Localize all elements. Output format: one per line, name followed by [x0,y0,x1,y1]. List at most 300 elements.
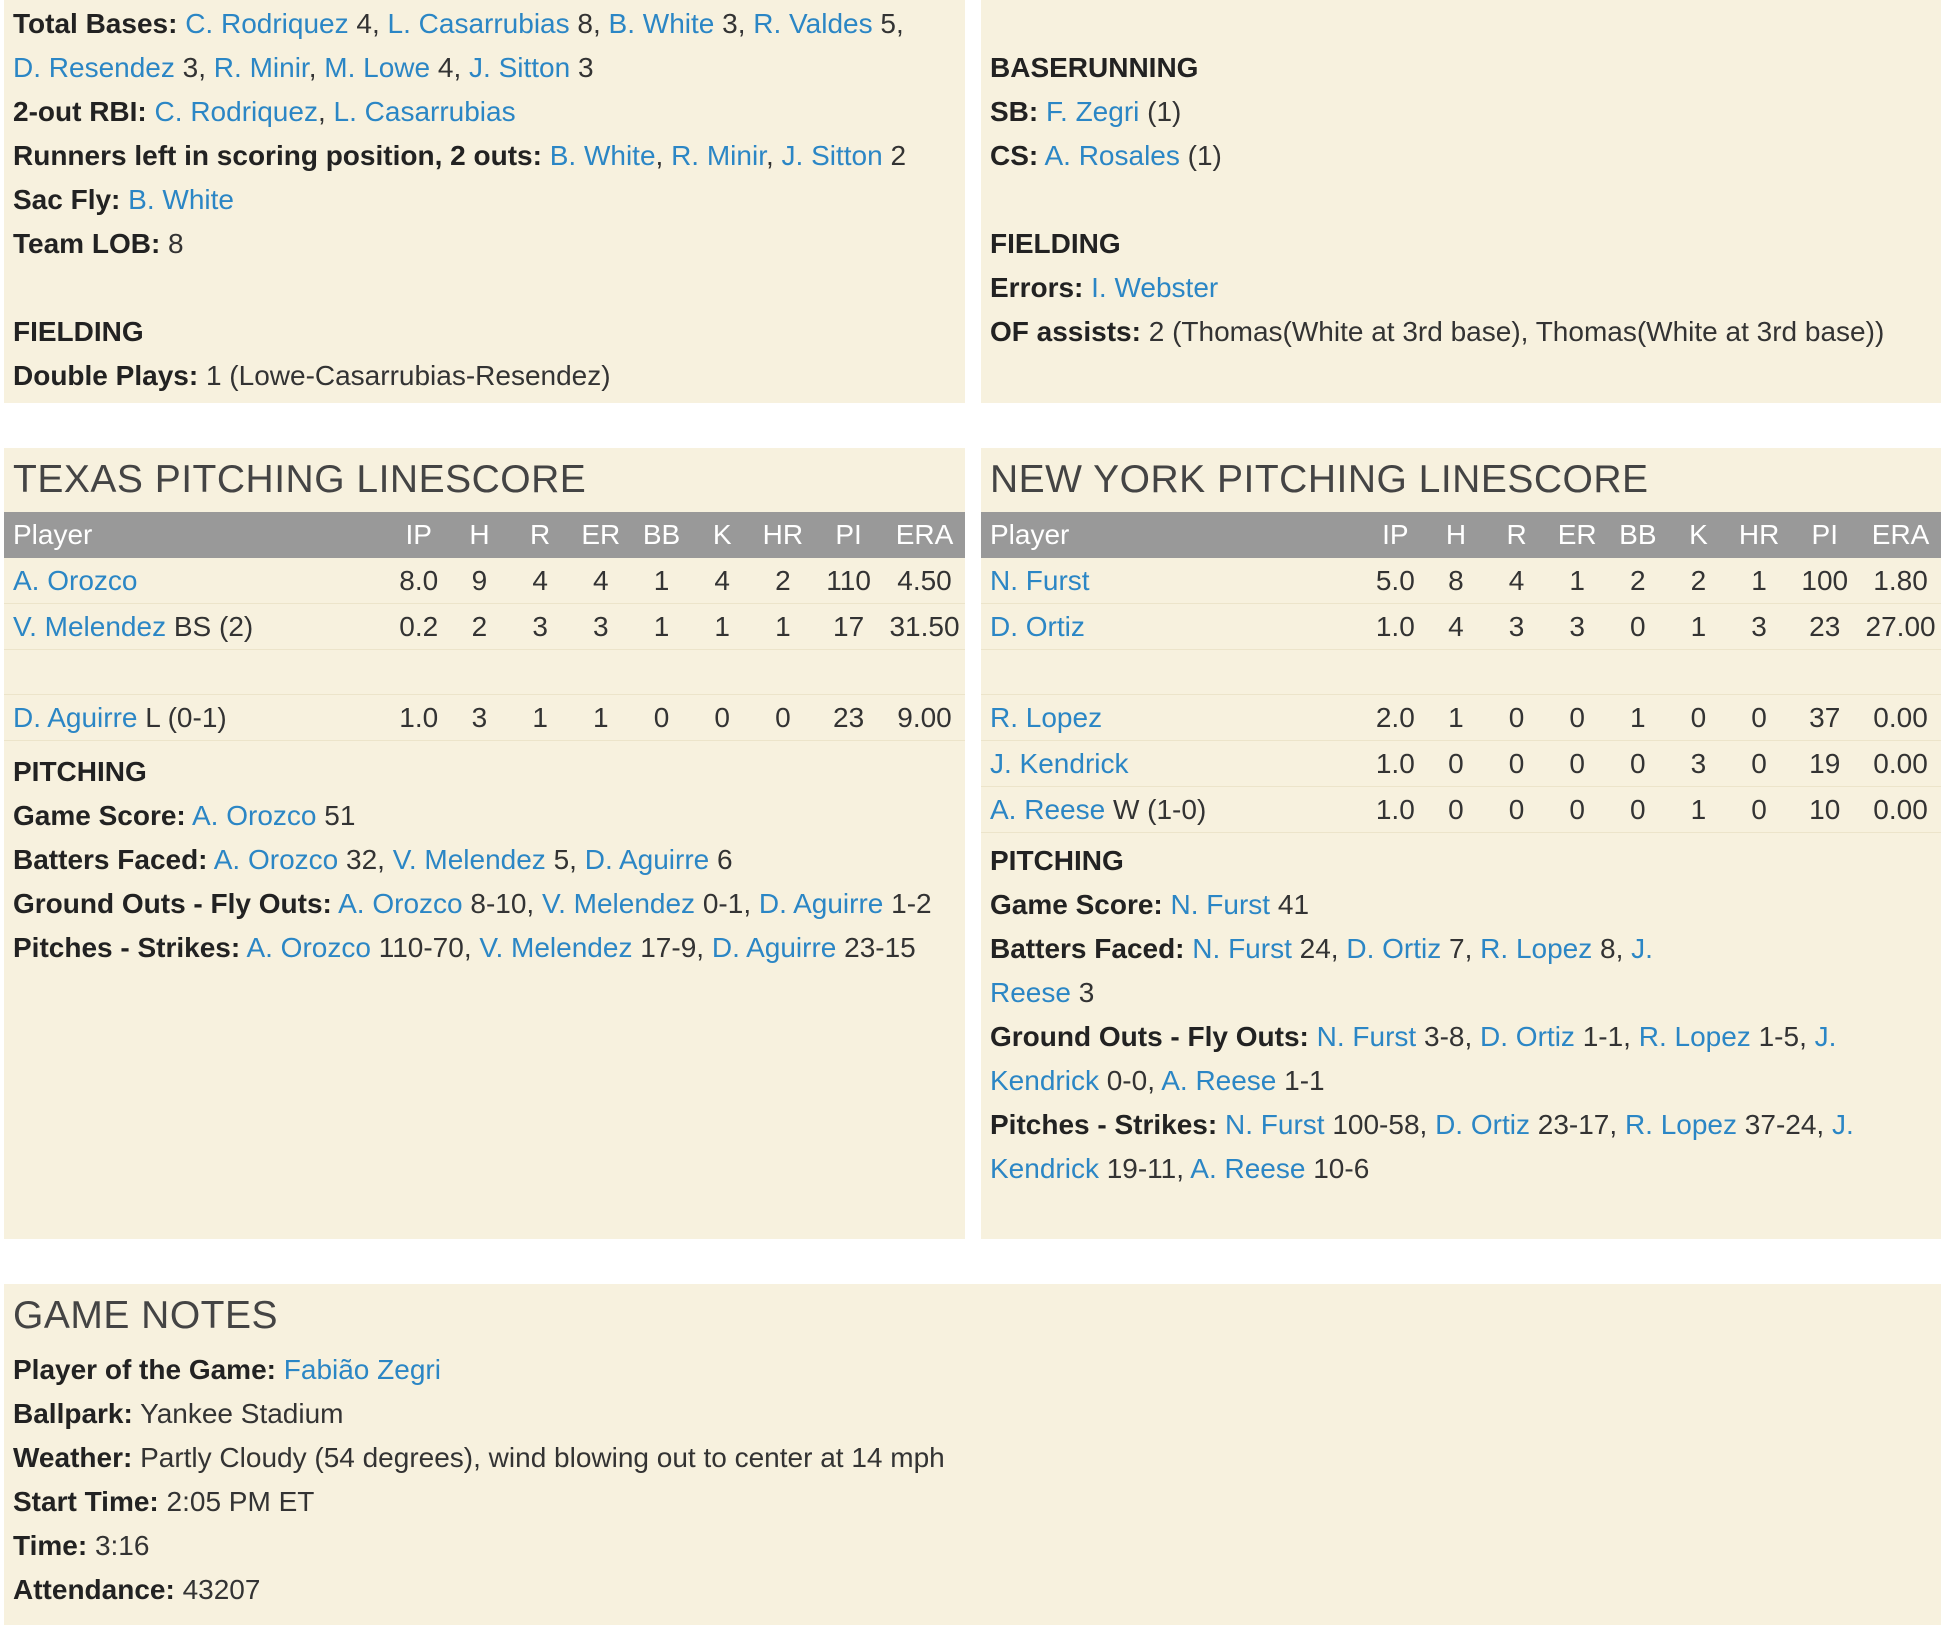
pitches-strikes-line-cont [990,1147,1932,1191]
newyork-pitching-table [981,512,1941,833]
column-header-k: K [692,512,753,558]
separator: , [308,52,325,83]
stat-value: 37-24 [1737,1109,1817,1140]
stat-cell-era: 0.00 [1860,787,1941,833]
player-link[interactable]: A. Orozco [213,844,339,875]
decision-note: W (1-0) [1105,793,1207,825]
attendance-label: Attendance: [13,1574,175,1605]
player-stat-list [338,888,932,919]
batters-faced-label: Batters Faced: [990,933,1185,964]
stat-value: 3 [174,52,199,83]
stat-cell-ip: 1.0 [1365,741,1426,787]
column-header-player: Player [4,512,388,558]
stat-cell-r: 4 [510,558,571,604]
column-header-er: ER [1547,512,1608,558]
double-plays-label: Double Plays: [13,360,199,391]
spacer-row [4,650,965,695]
stat-cell-er: 0 [1547,787,1608,833]
newyork-pitching-panel [981,448,1941,1239]
stat-cell-era: 0.00 [1860,741,1941,787]
stat-cell-bb: 0 [1608,604,1669,650]
stat-value: 8 [1592,933,1616,964]
stat-cell-bb: 0 [631,695,692,741]
stat-cell-pi: 23 [813,695,884,741]
player-link[interactable]: N. Furst [990,564,1090,596]
player-link[interactable]: C. Rodriquez [154,96,318,127]
player-cell [4,604,388,650]
stat-cell-h: 0 [1426,741,1487,787]
stat-cell-er: 3 [1547,604,1608,650]
stat-cell-r: 0 [1486,787,1547,833]
batters-faced-line [13,838,956,882]
two-out-rbi-label: 2-out RBI: [13,96,147,127]
ballpark-value: Yankee Stadium [132,1398,344,1429]
stat-cell-pi: 110 [813,558,884,604]
stat-value: 1-2 [883,888,932,919]
stat-value: 32 [338,844,378,875]
player-stat-list [13,52,594,83]
game-score-line [990,883,1932,927]
player-link[interactable]: Kendrick [990,1153,1099,1184]
table-row [981,558,1941,604]
stat-cell-bb: 0 [1608,787,1669,833]
column-header-er: ER [570,512,631,558]
stat-cell-er: 0 [1547,695,1608,741]
table-row [981,604,1941,650]
stat-cell-bb: 1 [631,604,692,650]
of-assists-value: 2 (Thomas(White at 3rd base), Thomas(White at 3rd base)) [1140,316,1885,347]
player-link[interactable]: B. White [128,184,234,215]
player-link[interactable]: R. Lopez [990,701,1103,733]
player-link[interactable]: D. Aguirre [13,701,138,733]
header-row [981,512,1941,558]
risp-line [13,134,956,178]
spacer-row [981,650,1941,695]
stat-cell-er: 3 [570,604,631,650]
stat-cell-hr: 0 [1729,695,1790,741]
stat-cell-k: 4 [692,558,753,604]
player-cell [981,604,1365,650]
player-stat-list [550,140,906,171]
stat-cell-h: 0 [1426,787,1487,833]
game-score-line [13,794,956,838]
stat-value: 0-1 [695,888,744,919]
player-link[interactable]: B. White [549,140,656,171]
total-bases-line-cont [13,46,956,90]
game-notes-panel [4,1284,1941,1625]
stat-cell-pi: 37 [1789,695,1860,741]
stat-cell-hr: 1 [753,604,814,650]
of-assists-line [990,310,1932,354]
stat-value: 4 [430,52,454,83]
stat-value: 3-8 [1416,1021,1465,1052]
player-link[interactable]: F. Zegri [1046,96,1140,127]
column-header-player: Player [981,512,1365,558]
ballpark-label: Ballpark: [13,1398,133,1429]
game-score-label: Game Score: [13,800,186,831]
player-stat-list [128,184,234,215]
time-line [13,1524,1932,1568]
of-assists-label: OF assists: [990,316,1141,347]
ballpark-line [13,1392,1932,1436]
player-link[interactable]: N. Furst [1170,889,1271,920]
stat-cell-era: 0.00 [1860,695,1941,741]
player-link[interactable]: M. Lowe [324,52,431,83]
table-body [4,558,965,741]
stat-value: 19-11 [1098,1153,1177,1184]
stat-cell-r: 3 [1486,604,1547,650]
separator: , [377,844,393,875]
stat-cell-hr: 3 [1729,604,1790,650]
player-link[interactable]: R. Valdes [753,8,873,39]
attendance-line [13,1568,1932,1612]
player-link[interactable]: V. Melendez [541,888,696,919]
two-out-rbi-line [13,90,956,134]
stat-cell-h: 3 [449,695,510,741]
stat-cell-bb: 2 [1608,558,1669,604]
player-link[interactable]: A. Orozco [338,888,463,919]
stat-value: 5 [545,844,570,875]
column-header-era: ERA [1860,512,1941,558]
sb-label: SB: [990,96,1039,127]
column-header-era: ERA [884,512,965,558]
stat-cell-r: 4 [1486,558,1547,604]
player-link[interactable]: N. Furst [1224,1109,1325,1140]
stat-value: 2 [882,140,907,171]
separator: , [1464,1021,1481,1052]
player-stat-list [990,1153,1369,1184]
table-row [981,741,1941,787]
texas-pitching-title: TEXAS PITCHING LINESCORE [13,458,587,501]
stat-cell-pi: 17 [813,604,884,650]
pitches-strikes-label: Pitches - Strikes: [13,932,241,963]
stat-cell-hr: 0 [753,695,814,741]
player-link[interactable]: A. Rosales [1044,140,1180,171]
player-link[interactable]: J. [1831,1109,1854,1140]
stat-cell-pi: 100 [1789,558,1860,604]
player-link[interactable]: R. Minir [671,140,766,171]
baserunning-fielding-panel [981,0,1941,403]
player-link[interactable]: B. White [608,8,715,39]
fielding-heading: FIELDING [13,316,144,347]
stat-value: 23-15 [836,932,916,963]
blank-line [990,178,1932,222]
start-time-label: Start Time: [13,1486,159,1517]
stat-cell-er: 1 [570,695,631,741]
stat-cell-h: 1 [1426,695,1487,741]
stat-cell-h: 9 [449,558,510,604]
player-link[interactable]: J. [1631,933,1653,964]
player-link[interactable]: A. Reese [1161,1065,1277,1096]
stat-value: 1-1 [1574,1021,1624,1052]
player-link[interactable]: R. Lopez [1624,1109,1738,1140]
stat-cell-r: 3 [510,604,571,650]
table-row [981,695,1941,741]
table-row [4,695,965,741]
player-link[interactable]: D. Aguirre [758,888,884,919]
batters-faced-line-cont [990,971,1932,1015]
weather-line [13,1436,1932,1480]
stat-cell-hr: 1 [1729,558,1790,604]
game-score-label: Game Score: [990,889,1163,920]
column-header-r: R [1486,512,1547,558]
stat-value: 110-70 [370,932,464,963]
player-stat-list [155,96,516,127]
column-header-pi: PI [1789,512,1860,558]
separator: , [463,932,480,963]
player-link[interactable]: R. Lopez [1480,933,1593,964]
go-fo-label: Ground Outs - Fly Outs: [13,888,332,919]
time-value: 3:16 [87,1530,150,1561]
stat-value: 0-0 [1098,1065,1148,1096]
separator: , [1147,1065,1162,1096]
player-stat-list [1317,1021,1837,1052]
player-cell [981,695,1365,741]
sac-fly-label: Sac Fly: [13,184,121,215]
stat-value: 8-10 [462,888,527,919]
player-link[interactable]: D. Ortiz [1346,933,1442,964]
stat-cell-ip: 0.2 [388,604,449,650]
separator: , [592,8,609,39]
pitches-strikes-line [990,1103,1932,1147]
player-link[interactable]: D. Ortiz [1435,1109,1530,1140]
stat-value: 41 [1270,889,1310,920]
stat-value: 3 [714,8,738,39]
player-stat-list [185,8,904,39]
stat-value: 6 [709,844,733,875]
stat-value: 8 [569,8,593,39]
stat-value: 7 [1441,933,1465,964]
pitches-strikes-label: Pitches - Strikes: [990,1109,1218,1140]
time-label: Time: [13,1530,88,1561]
stat-value: 23-17 [1529,1109,1610,1140]
player-link[interactable]: V. Melendez [13,610,167,642]
player-link[interactable]: J. Sitton [469,52,571,83]
column-header-ip: IP [388,512,449,558]
stat-cell-pi: 23 [1789,604,1860,650]
player-link[interactable]: R. Lopez [1638,1021,1751,1052]
team-lob-label: Team LOB: [13,228,161,259]
player-link[interactable]: N. Furst [1316,1021,1417,1052]
cs-value: (1) [1179,140,1222,171]
stat-cell-era: 1.80 [1860,558,1941,604]
stat-cell-h: 8 [1426,558,1487,604]
column-header-h: H [1426,512,1487,558]
double-plays-value: 1 (Lowe-Casarrubias-Resendez) [198,360,611,391]
player-stat-list [192,800,355,831]
stat-cell-era: 9.00 [884,695,965,741]
go-fo-line [990,1015,1932,1059]
blank-line [13,266,956,310]
stat-value: 100-58 [1324,1109,1420,1140]
stat-cell-h: 2 [449,604,510,650]
stat-value: 1-5 [1750,1021,1800,1052]
stat-cell-hr: 2 [753,558,814,604]
stat-cell-k: 1 [692,604,753,650]
stat-cell-ip: 2.0 [1365,695,1426,741]
player-stat-list [990,1065,1325,1096]
errors-label: Errors: [990,272,1084,303]
spacer-cell [981,650,1941,695]
player-of-game-line [13,1348,1932,1392]
player-link[interactable]: D. Ortiz [1480,1021,1575,1052]
player-link[interactable]: N. Furst [1192,933,1292,964]
stat-value: 4 [348,8,372,39]
player-link[interactable]: J. Sitton [781,140,883,171]
player-link[interactable]: V. Melendez [479,932,633,963]
stat-cell-ip: 5.0 [1365,558,1426,604]
stat-cell-ip: 1.0 [388,695,449,741]
weather-value: Partly Cloudy (54 degrees), wind blowing out to center at 14 mph [132,1442,945,1473]
stat-cell-er: 4 [570,558,631,604]
player-link[interactable]: J. [1814,1021,1837,1052]
separator: , [1799,1021,1815,1052]
column-header-ip: IP [1365,512,1426,558]
stat-cell-ip: 1.0 [1365,604,1426,650]
separator: , [1464,933,1481,964]
player-cell [981,741,1365,787]
player-link[interactable]: D. Aguirre [711,932,837,963]
sb-value: (1) [1139,96,1182,127]
player-link[interactable]: A. Orozco [13,564,138,596]
stat-cell-k: 1 [1668,604,1729,650]
player-cell [4,695,388,741]
player-link[interactable]: L. Casarrubias [333,96,516,127]
cs-label: CS: [990,140,1039,171]
player-stat-list [1171,889,1310,920]
go-fo-line [13,882,956,926]
player-cell [4,558,388,604]
decision-note: BS (2) [166,610,254,642]
table-header [981,512,1941,558]
team-lob-line [13,222,956,266]
stat-value: 17-9 [632,932,697,963]
baserunning-heading: BASERUNNING [990,52,1199,83]
stat-cell-r: 1 [510,695,571,741]
column-header-hr: HR [753,512,814,558]
total-bases-line [13,2,956,46]
table-header [4,512,965,558]
player-link[interactable]: L. Casarrubias [387,8,570,39]
player-link[interactable]: A. Orozco [191,800,317,831]
stat-cell-pi: 10 [1789,787,1860,833]
start-time-value: 2:05 PM ET [158,1486,315,1517]
sac-fly-line [13,178,956,222]
player-cell [981,787,1365,833]
player-stat-list [1192,933,1653,964]
stat-cell-k: 2 [1668,558,1729,604]
separator: , [1176,1153,1191,1184]
table-body [981,558,1941,833]
pitching-heading: PITCHING [13,756,147,787]
stat-cell-er: 0 [1547,741,1608,787]
decision-note: L (0-1) [137,701,227,733]
stat-cell-r: 0 [1486,741,1547,787]
player-link[interactable]: D. Aguirre [584,844,710,875]
table-row [4,604,965,650]
player-link[interactable]: Fabião Zegri [283,1354,441,1385]
separator: , [1816,1109,1832,1140]
batters-faced-label: Batters Faced: [13,844,208,875]
separator: , [696,932,712,963]
separator: , [1615,933,1632,964]
fielding-heading: FIELDING [990,228,1121,259]
stat-value: 3 [570,52,594,83]
player-link[interactable]: C. Rodriquez [185,8,349,39]
stat-value: 24 [1291,933,1331,964]
separator: , [453,52,470,83]
separator: , [655,140,672,171]
stat-cell-ip: 1.0 [1365,787,1426,833]
separator: , [1419,1109,1436,1140]
player-link[interactable]: D. Ortiz [990,610,1085,642]
stat-cell-bb: 0 [1608,741,1669,787]
newyork-pitching-title: NEW YORK PITCHING LINESCORE [990,458,1649,501]
table-row [981,787,1941,833]
player-stat-list [246,932,915,963]
player-link[interactable]: A. Reese [1190,1153,1306,1184]
stat-cell-er: 1 [1547,558,1608,604]
pitching-heading: PITCHING [990,845,1124,876]
player-link[interactable]: Reese [990,977,1071,1008]
team-lob-value: 8 [160,228,184,259]
stat-cell-era: 31.50 [884,604,965,650]
player-link[interactable]: A. Reese [990,793,1106,825]
player-link[interactable]: J. Kendrick [990,747,1129,779]
stat-cell-k: 1 [1668,787,1729,833]
separator: , [1330,933,1347,964]
player-link[interactable]: D. Resendez [13,52,175,83]
player-link[interactable]: I. Webster [1091,272,1219,303]
batters-faced-line [990,927,1932,971]
player-of-game-label: Player of the Game: [13,1354,276,1385]
separator: , [569,844,585,875]
player-link[interactable]: R. Minir [213,52,309,83]
stat-cell-k: 3 [1668,741,1729,787]
stat-cell-era: 27.00 [1860,604,1941,650]
stat-value: 10-6 [1305,1153,1370,1184]
go-fo-line-cont [990,1059,1932,1103]
stat-cell-ip: 8.0 [388,558,449,604]
stat-cell-hr: 0 [1729,741,1790,787]
stat-cell-bb: 1 [1608,695,1669,741]
stat-value: 1-1 [1276,1065,1325,1096]
texas-pitching-panel [4,448,965,1239]
attendance-value: 43207 [174,1574,261,1605]
player-link[interactable]: Kendrick [990,1065,1099,1096]
separator: , [895,8,904,39]
start-time-line [13,1480,1932,1524]
header-row [4,512,965,558]
separator: , [371,8,388,39]
player-stat-list [214,844,733,875]
player-cell [981,558,1365,604]
separator: , [1609,1109,1625,1140]
texas-pitching-table [4,512,965,741]
column-header-bb: BB [631,512,692,558]
stat-cell-era: 4.50 [884,558,965,604]
weather-label: Weather: [13,1442,133,1473]
stat-value: 5 [872,8,896,39]
stat-cell-k: 0 [1668,695,1729,741]
column-header-k: K [1668,512,1729,558]
stat-cell-hr: 0 [1729,787,1790,833]
column-header-hr: HR [1729,512,1790,558]
player-link[interactable]: A. Orozco [246,932,371,963]
player-link[interactable]: V. Melendez [392,844,546,875]
table-row [4,558,965,604]
column-header-pi: PI [813,512,884,558]
